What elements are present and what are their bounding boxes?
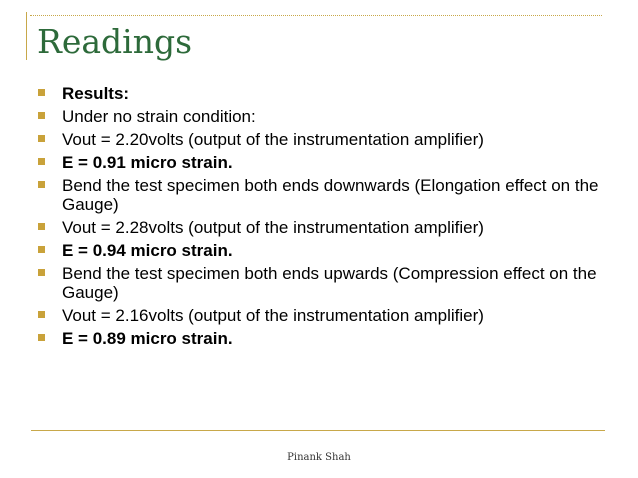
bullet-text: Vout = 2.28volts (output of the instrumentation amplifier)	[62, 218, 484, 237]
bottom-divider	[31, 430, 605, 431]
bullet-text: Under no strain condition:	[62, 107, 256, 126]
bullet-text: Vout = 2.20volts (output of the instrumentation amplifier)	[62, 130, 484, 149]
square-bullet-icon	[38, 158, 45, 165]
bullet-text: E = 0.89 micro strain.	[62, 329, 233, 348]
square-bullet-icon	[38, 246, 45, 253]
square-bullet-icon	[38, 269, 45, 276]
bullet-item	[36, 329, 606, 348]
bullet-item	[36, 241, 606, 260]
bullet-text: E = 0.91 micro strain.	[62, 153, 233, 172]
bullet-item	[36, 153, 606, 172]
top-divider	[30, 15, 602, 16]
bullet-item	[36, 264, 606, 302]
square-bullet-icon	[38, 89, 45, 96]
square-bullet-icon	[38, 181, 45, 188]
bullet-item	[36, 306, 606, 325]
square-bullet-icon	[38, 311, 45, 318]
bullet-text: Results:	[62, 84, 130, 103]
bullet-item	[36, 107, 606, 126]
bullet-text: E = 0.94 micro strain.	[62, 241, 233, 260]
footer-author: Pinank Shah	[287, 452, 351, 463]
square-bullet-icon	[38, 112, 45, 119]
bullet-item	[36, 218, 606, 237]
bullet-text: Vout = 2.16volts (output of the instrumentation amplifier)	[62, 306, 484, 325]
left-accent-line	[26, 12, 27, 60]
bullet-item	[36, 176, 606, 214]
bullet-text: Bend the test specimen both ends downwards (Elongation effect on the Gauge)	[62, 176, 599, 214]
bullet-item	[36, 84, 606, 103]
bullet-list	[36, 84, 606, 352]
bullet-text: Bend the test specimen both ends upwards (Compression effect on the Gauge)	[62, 264, 597, 302]
square-bullet-icon	[38, 135, 45, 142]
square-bullet-icon	[38, 223, 45, 230]
square-bullet-icon	[38, 334, 45, 341]
slide-title: Readings	[37, 22, 193, 61]
bullet-item	[36, 130, 606, 149]
